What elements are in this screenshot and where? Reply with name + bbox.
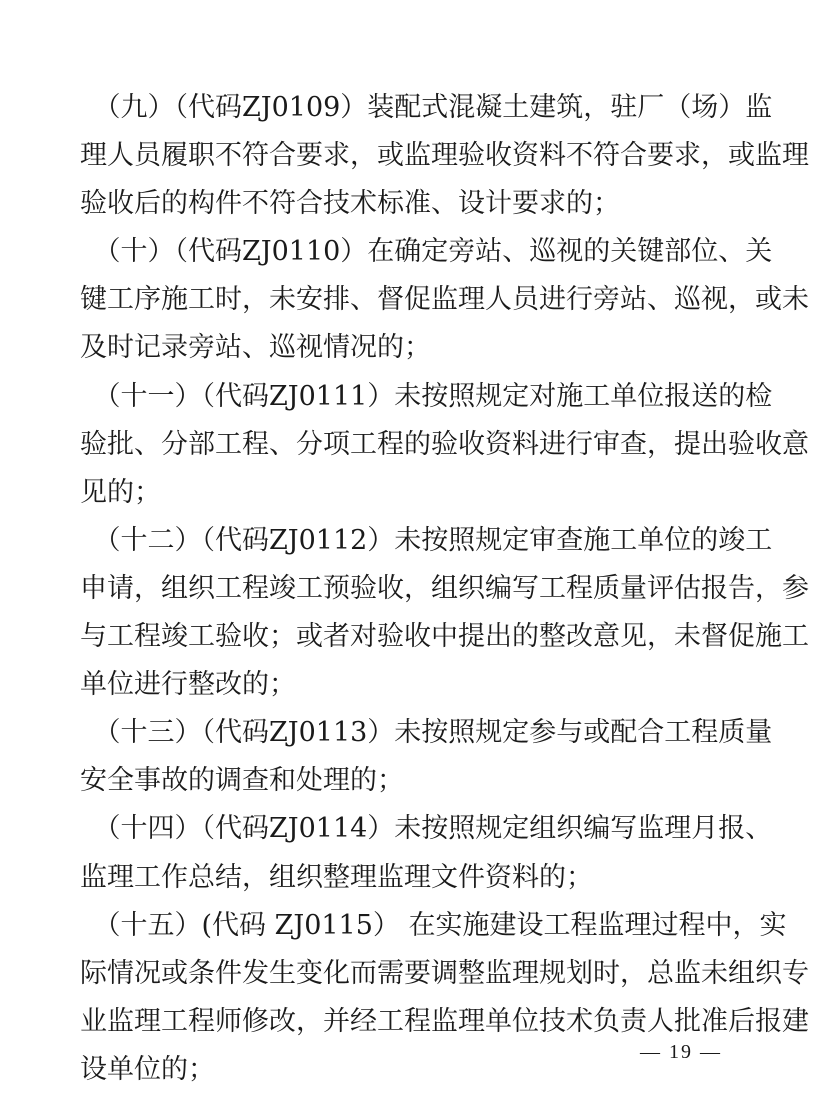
text-line: 理人员履职不符合要求，或监理验收资料不符合要求，或监理 — [80, 140, 809, 172]
text-line: 监理工作总结，组织整理监理文件资料的； — [80, 861, 593, 893]
text-line: （十五）(代码 ZJ0115） 在实施建设工程监理过程中，实 — [80, 909, 787, 941]
text-line: （十三）（代码ZJ0113）未按照规定参与或配合工程质量 — [80, 717, 773, 749]
text-line: 业监理工程师修改，并经工程监理单位技术负责人批准后报建 — [80, 1005, 809, 1037]
text-line: 际情况或条件发生变化而需要调整监理规划时，总监未组织专 — [80, 957, 809, 989]
text-line: 安全事故的调查和处理的； — [80, 765, 404, 797]
page-number: — 19 — — [640, 1041, 722, 1063]
text-line: （十一）（代码ZJ0111）未按照规定对施工单位报送的检 — [80, 380, 773, 412]
text-line: 设单位的； — [80, 1053, 215, 1085]
text-line: （十二）（代码ZJ0112）未按照规定审查施工单位的竣工 — [80, 524, 773, 556]
text-line: 及时记录旁站、巡视情况的； — [80, 332, 431, 364]
text-line: （九）（代码ZJ0109）装配式混凝土建筑，驻厂（场）监 — [80, 92, 773, 123]
text-line: 验批、分部工程、分项工程的验收资料进行审查，提出验收意 — [80, 428, 809, 460]
text-line: 单位进行整改的； — [80, 669, 296, 701]
text-line: 键工序施工时，未安排、督促监理人员进行旁站、巡视，或未 — [80, 284, 809, 316]
text-line: 与工程竣工验收；或者对验收中提出的整改意见，未督促施工 — [80, 621, 809, 653]
text-line: （十）（代码ZJ0110）在确定旁站、巡视的关键部位、关 — [80, 236, 773, 268]
text-line: 申请，组织工程竣工预验收，组织编写工程质量评估报告，参 — [80, 572, 809, 604]
text-line: 验收后的构件不符合技术标准、设计要求的； — [80, 188, 620, 220]
text-line: 见的； — [80, 476, 161, 508]
document-body — [80, 84, 809, 1094]
text-line: （十四）（代码ZJ0114）未按照规定组织编写监理月报、 — [80, 813, 773, 845]
